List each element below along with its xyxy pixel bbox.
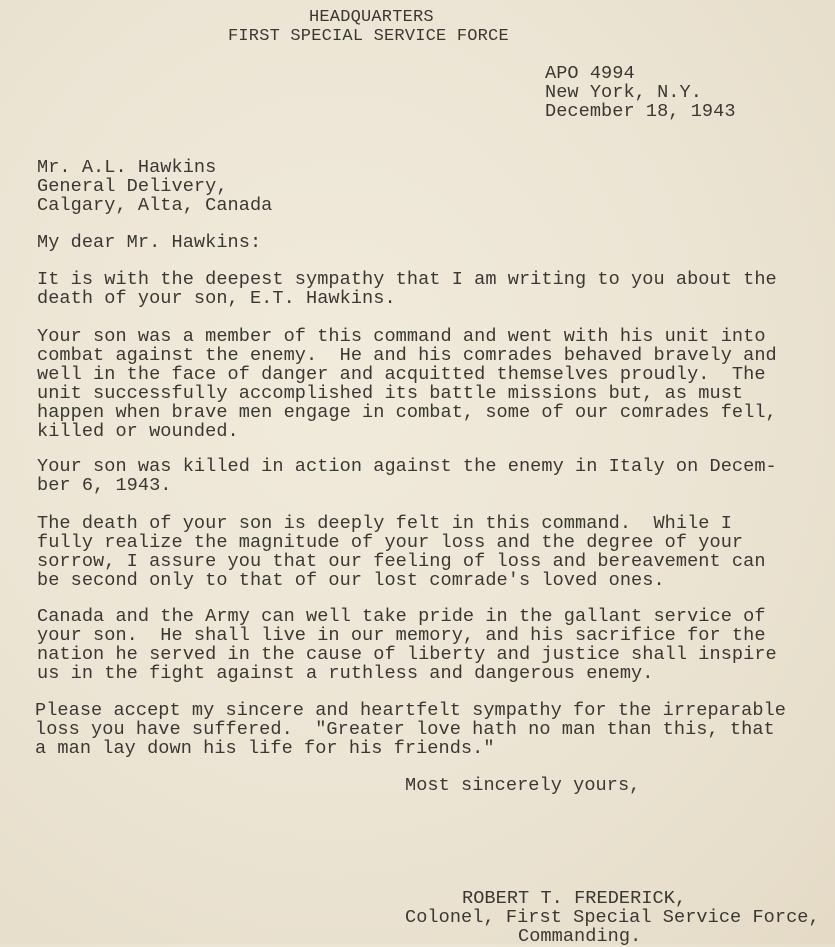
paragraph-1 xyxy=(37,270,777,308)
recipient-line: General Delivery, xyxy=(37,176,228,197)
text-line: combat against the enemy. He and his comrades behaved bravely and xyxy=(37,345,777,366)
text-line: sorrow, I assure you that our feeling of loss and bereavement can xyxy=(37,551,766,572)
text-line: your son. He shall live in our memory, and his sacrifice for the xyxy=(37,625,766,646)
text-line: Please accept my sincere and heartfelt sympathy for the irreparable xyxy=(35,700,786,721)
paragraph-5 xyxy=(37,607,777,683)
text-line: It is with the deepest sympathy that I am writing to you about the xyxy=(37,269,777,290)
text-line: fully realize the magnitude of your loss and the degree of your xyxy=(37,532,744,553)
sender-address xyxy=(545,64,736,121)
text-line: well in the face of danger and acquitted themselves proudly. The xyxy=(37,364,766,385)
text-line: death of your son, E.T. Hawkins. xyxy=(37,288,396,309)
text-line: Canada and the Army can well take pride in the gallant service of xyxy=(37,606,766,627)
text-line: us in the fight against a ruthless and dangerous enemy. xyxy=(37,663,654,684)
signer-title: Colonel, First Special Service Force, xyxy=(405,907,820,928)
text-line: The death of your son is deeply felt in this command. While I xyxy=(37,513,732,534)
letter-date: December 18, 1943 xyxy=(545,101,736,122)
text-line: ber 6, 1943. xyxy=(37,475,172,496)
text-line: Your son was a member of this command and went with his unit into xyxy=(37,326,766,347)
paragraph-3 xyxy=(37,457,777,495)
letterhead-unit: FIRST SPECIAL SERVICE FORCE xyxy=(228,27,509,46)
paragraph-2 xyxy=(37,327,777,441)
text-line: killed or wounded. xyxy=(37,421,239,442)
signer-role: Commanding. xyxy=(518,926,642,947)
signer-name: ROBERT T. FREDERICK, xyxy=(462,888,687,909)
closing: Most sincerely yours, xyxy=(405,775,641,796)
letterhead-title: HEADQUARTERS xyxy=(309,8,434,27)
text-line: Your son was killed in action against the enemy in Italy on Decem- xyxy=(37,456,777,477)
address-line: New York, N.Y. xyxy=(545,82,702,103)
text-line: be second only to that of our lost comrade's loved ones. xyxy=(37,570,665,591)
text-line: happen when brave men engage in combat, some of our comrades fell, xyxy=(37,402,777,423)
recipient-line: Calgary, Alta, Canada xyxy=(37,195,273,216)
recipient-line: Mr. A.L. Hawkins xyxy=(37,157,217,178)
address-line: APO 4994 xyxy=(545,63,635,84)
text-line: unit successfully accomplished its battle missions but, as must xyxy=(37,383,744,404)
recipient-address xyxy=(37,158,272,215)
text-line: a man lay down his life for his friends." xyxy=(35,738,495,759)
salutation: My dear Mr. Hawkins: xyxy=(37,232,262,253)
paragraph-4 xyxy=(37,514,766,590)
paragraph-6 xyxy=(35,701,786,758)
text-line: nation he served in the cause of liberty and justice shall inspire xyxy=(37,644,777,665)
text-line: loss you have suffered. "Greater love hath no man than this, that xyxy=(35,719,775,740)
